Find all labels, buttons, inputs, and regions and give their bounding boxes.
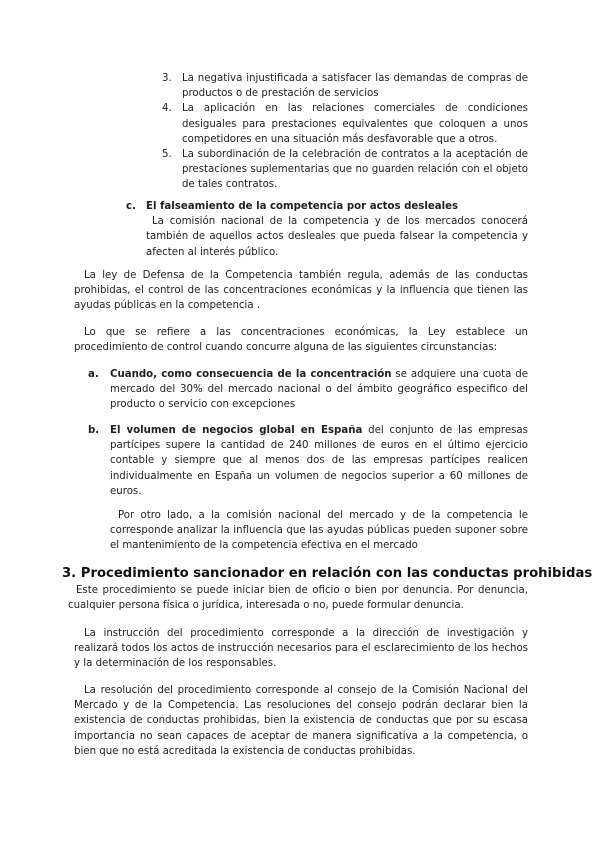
item-a	[88, 367, 528, 413]
section-c-marker: c.	[126, 201, 136, 212]
paragraph-ayudas: Por otro lado, a la comisión nacional del mercado y de la competencia le corresponde analizar la influencia que las ayudas públicas pueden suponer sobre el mantenimiento de la competencia efectiva en el mercado	[110, 510, 528, 552]
item-a-text	[110, 367, 528, 413]
paragraph-ley: La ley de Defensa de la Competencia también regula, además de las conductas prohibidas, el control de las concentraciones económicas y la influencia que tienen las ayudas públicas en la competencia .	[74, 270, 528, 312]
paragraph-concentraciones: Lo que se refiere a las concentraciones económicas, la Ley establece un procedimiento de control cuando concurre alguna de las siguientes circunstancias:	[74, 327, 528, 354]
section-c-text: La comisión nacional de la competencia y de los mercados conocerá también de aquellos actos desleales que pueda falsear la competencia y afecten al interés público.	[146, 216, 528, 258]
list-item	[162, 71, 528, 101]
paragraph-inicio: Este procedimiento se puede iniciar bien de oficio o bien por denuncia. Por denuncia, cualquier persona física o jurídica, interesada o no, puede formular denuncia.	[68, 585, 528, 612]
item-a-bold: Cuando, como consecuencia de la concentración	[110, 369, 392, 380]
list-item-number: 5.	[162, 149, 172, 161]
numbered-list	[162, 71, 528, 193]
list-item	[162, 101, 528, 147]
item-b-marker: b.	[88, 425, 100, 436]
section-c	[126, 199, 528, 260]
paragraph-resolucion: La resolución del procedimiento corresponde al consejo de la Comisión Nacional del Mercado y de la Competencia. Las resoluciones del consejo podrán declarar bien la existencia de conductas prohibidas, bien la existencia de conductas que por su escasa importancia no sean capaces de aceptar de manera significativa a la competencia, o bien que no está acreditada la existencia de conductas prohibidas.	[74, 685, 528, 757]
list-item-text: La subordinación de la celebración de contratos a la aceptación de prestaciones suplementarias que no guarden relación con el objeto de tales contratos.	[182, 149, 528, 191]
paragraph-instruccion: La instrucción del procedimiento corresponde a la dirección de investigación y realizará todos los actos de instrucción necesarios para el esclarecimiento de los hechos y la determinación de los responsables.	[74, 628, 528, 670]
item-b-text	[110, 423, 528, 499]
list-item-text: La negativa injustificada a satisfacer las demandas de compras de productos o de prestación de servicios	[182, 73, 528, 100]
section-heading: 3. Procedimiento sancionador en relación con las conductas prohibidas	[62, 566, 593, 581]
item-a-marker: a.	[88, 369, 99, 380]
list-item-number: 3.	[162, 73, 172, 84]
section-c-title: El falseamiento de la competencia por actos desleales	[146, 201, 459, 212]
item-b-rest: del conjunto de las empresas partícipes supere la cantidad de 240 millones de euros en el último ejercicio contable y siempre que al menos dos de las empresas partícipes realicen individualmente en España un volumen de negocios superior a 60 millones de euros.	[110, 425, 528, 497]
item-a-rest: se adquiere una cuota de mercado del 30% del mercado nacional o del ámbito geográfico especifico del producto o servicio con excepciones	[110, 369, 529, 411]
list-item	[162, 147, 528, 193]
list-item-text: La aplicación en las relaciones comerciales de condiciones desiguales para prestaciones equivalentes que coloquen a unos competidores en una situación más desfavorable que a otros.	[182, 103, 528, 145]
item-b-bold: El volumen de negocios global en España	[110, 425, 363, 436]
list-item-number: 4.	[162, 103, 172, 115]
item-b	[88, 423, 528, 499]
